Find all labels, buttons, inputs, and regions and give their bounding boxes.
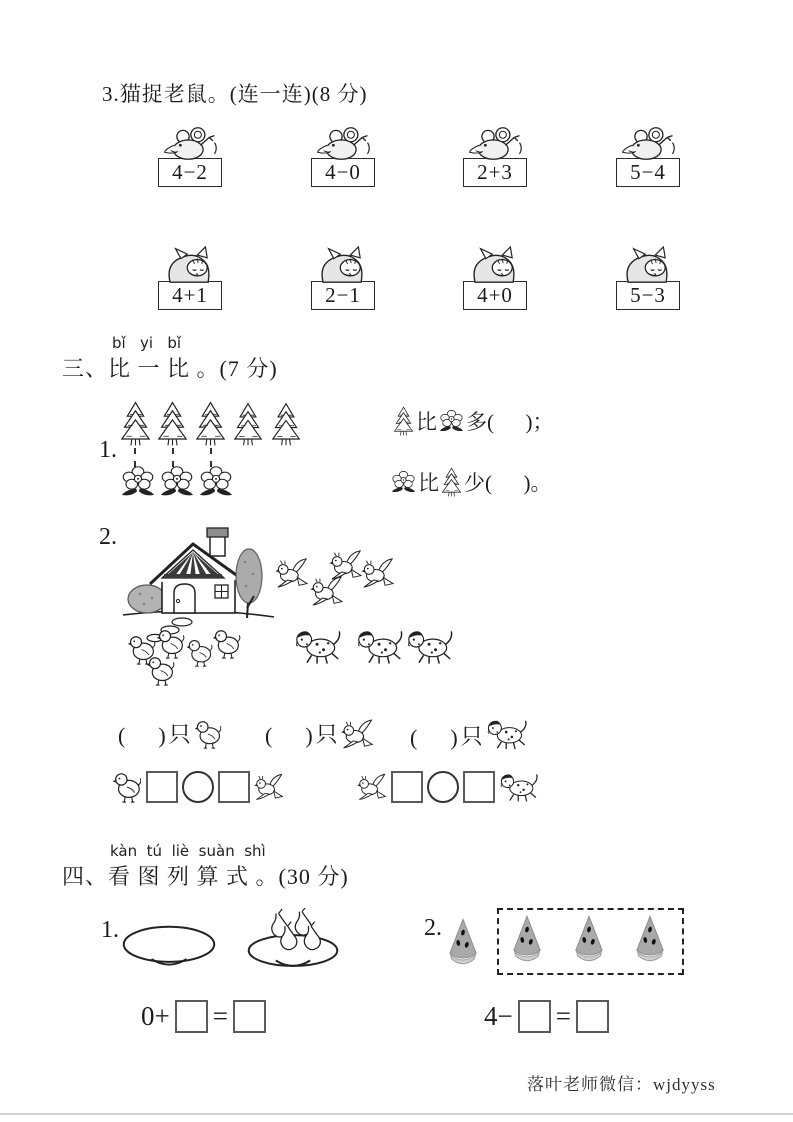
match-connector (210, 448, 212, 467)
equation-lhs: 0+ (141, 1001, 170, 1031)
compare-text: 多( )； (466, 410, 554, 434)
answer-square (218, 771, 250, 803)
flower-icon (121, 466, 155, 497)
pine-tree-icon (271, 401, 301, 447)
mouse-expression: 4−0 (311, 158, 375, 187)
chick-icon (112, 771, 142, 803)
answer-square (576, 1000, 609, 1033)
mouse-icon (312, 126, 374, 161)
answer-square (391, 771, 423, 803)
mouse-card (463, 126, 527, 187)
count-birds (265, 718, 374, 749)
cat-card (158, 246, 222, 310)
match-connector (134, 448, 136, 467)
teacher-wechat-note: 落叶老师微信：wjdyyss (527, 1075, 716, 1094)
pine-tree-icon (157, 400, 188, 447)
cat-expression: 2−1 (311, 281, 375, 310)
match-connector (172, 448, 174, 467)
watermelon-slice-icon (572, 914, 606, 964)
compare-text: 少( )。 (464, 471, 552, 495)
empty-plate-icon (121, 922, 217, 974)
item-1-number: 1. (101, 917, 119, 943)
compare-line-1 (393, 406, 554, 436)
pine-tree-icon (195, 400, 226, 447)
cat-icon (315, 246, 371, 284)
flower-icon (391, 471, 416, 493)
cat-icon (467, 246, 523, 284)
item-1-number: 1. (99, 437, 117, 463)
compare-text: 比 (418, 471, 439, 495)
item-2-number: 2. (99, 524, 117, 550)
equation-1 (141, 1000, 266, 1033)
count-dogs (410, 718, 528, 751)
compare-chick-bird (112, 771, 284, 803)
equation-2 (484, 1000, 609, 1033)
q3-title: 3.猫捉老鼠。(连一连)(8 分) (102, 82, 368, 106)
equals-sign: = (212, 1001, 228, 1031)
compare-bird-dog (357, 771, 539, 803)
answer-square (146, 771, 178, 803)
cat-expression: 4+1 (158, 281, 222, 310)
compare-text: 比 (416, 410, 437, 434)
pine-tree-icon (120, 400, 151, 447)
section-kan-title: 四、看 图 列 算 式 。(30 分) (62, 864, 349, 889)
cat-expression: 4+0 (463, 281, 527, 310)
cat-card (616, 246, 680, 310)
count-unit: 只 (168, 722, 191, 747)
count-blank: ( ) (118, 723, 166, 748)
section-kan-pinyin: kàn tú liè suàn shì (110, 842, 266, 860)
count-unit: 只 (460, 724, 483, 749)
pine-tree-icon (393, 406, 414, 436)
equation-lhs: 4− (484, 1001, 513, 1031)
bird-icon (341, 719, 374, 749)
dog-icon (486, 718, 528, 751)
flower-icon (160, 466, 194, 497)
count-blank: ( ) (410, 725, 458, 750)
mouse-card (158, 126, 222, 187)
count-blank: ( ) (265, 723, 313, 748)
watermelon-slice-icon (633, 914, 667, 964)
cat-expression: 5−3 (616, 281, 680, 310)
mouse-icon (159, 126, 221, 161)
watermelon-slice-icon (446, 917, 480, 967)
answer-square (463, 771, 495, 803)
cat-card (311, 246, 375, 310)
cat-icon (162, 246, 218, 284)
item-2-number: 2. (424, 915, 442, 941)
mouse-expression: 2+3 (463, 158, 527, 187)
mouse-icon (464, 126, 526, 161)
bottom-page-rule (0, 1113, 793, 1115)
bird-icon (254, 773, 284, 801)
answer-square (233, 1000, 266, 1033)
count-chicks (118, 718, 222, 749)
mouse-icon (617, 126, 679, 161)
pine-tree-icon (233, 401, 263, 447)
answer-square (518, 1000, 551, 1033)
answer-square (175, 1000, 208, 1033)
flower-icon (439, 410, 464, 432)
house-scene-illustration (98, 522, 468, 692)
section-bi-title: 三、比 一 比 。(7 分) (62, 356, 278, 381)
answer-circle (182, 771, 214, 803)
equals-sign: = (555, 1001, 571, 1031)
count-unit: 只 (315, 722, 338, 747)
flower-icon (199, 466, 233, 497)
dog-icon (499, 772, 539, 803)
cat-icon (620, 246, 676, 284)
pear-plate-icon (246, 908, 340, 975)
bird-icon (357, 773, 387, 801)
mouse-card (311, 126, 375, 187)
watermelon-slice-icon (510, 914, 544, 964)
chick-icon (194, 719, 222, 749)
section-bi-pinyin: bǐ yi bǐ (112, 334, 182, 352)
mouse-card (616, 126, 680, 187)
cat-card (463, 246, 527, 310)
mouse-expression: 5−4 (616, 158, 680, 187)
mouse-expression: 4−2 (158, 158, 222, 187)
compare-line-2 (391, 467, 552, 497)
pine-tree-icon (441, 467, 462, 497)
answer-circle (427, 771, 459, 803)
